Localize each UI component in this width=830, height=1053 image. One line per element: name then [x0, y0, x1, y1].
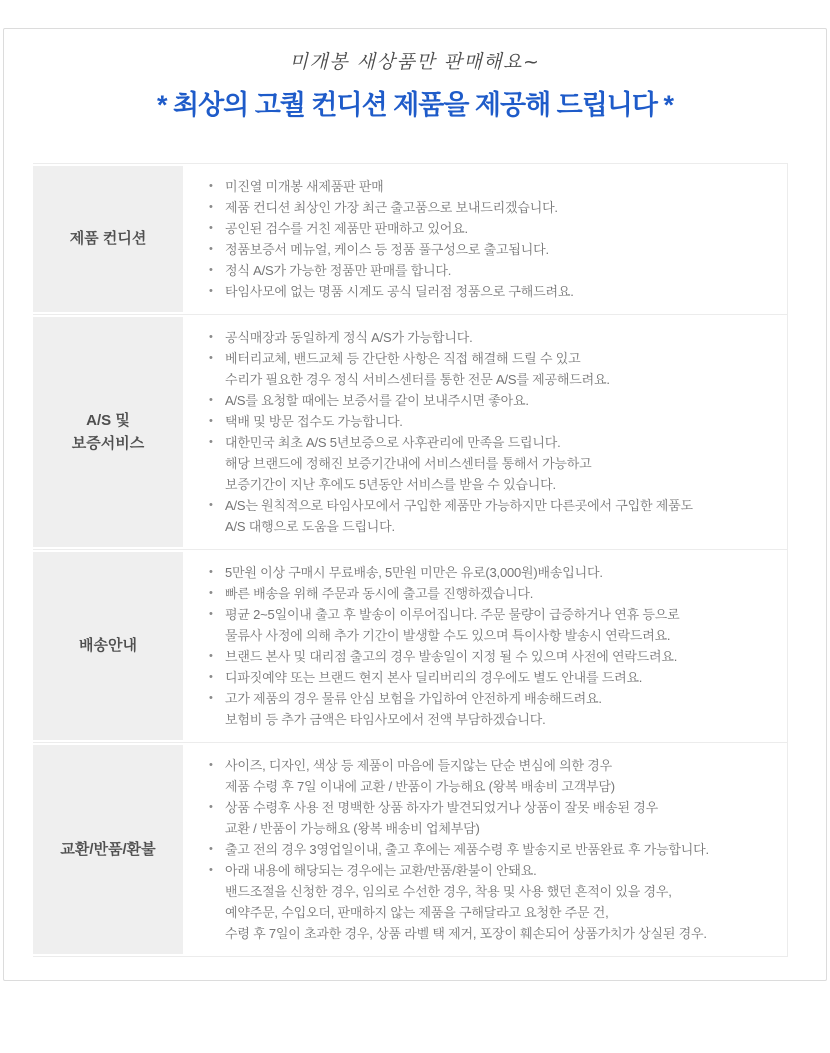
bullet-icon: •	[209, 843, 213, 855]
bullet-item	[209, 839, 769, 860]
row-label-line: 보증서비스	[71, 435, 145, 452]
bullet-icon: •	[209, 692, 213, 704]
bullet-item	[209, 348, 769, 390]
bullet-text: 상품 수령후 사용 전 명백한 상품 하자가 발견되었거나 상품이 잘못 배송된 경우 교환 / 반품이 가능해요 (왕복 배송비 업체부담)	[225, 800, 658, 836]
bullet-text: A/S를 요청할 때에는 보증서를 같이 보내주시면 좋아요.	[225, 393, 529, 408]
bullet-item	[209, 327, 769, 348]
bullet-text: 제품 컨디션 최상인 가장 최근 출고품으로 보내드리겠습니다.	[225, 200, 558, 215]
bullet-item	[209, 218, 769, 239]
bullet-item	[209, 688, 769, 730]
bullet-item	[209, 755, 769, 797]
bullet-item	[209, 411, 769, 432]
bullet-text: 공인된 검수를 거친 제품만 판매하고 있어요.	[225, 221, 468, 236]
bullet-list	[209, 755, 769, 944]
page-title: * 최상의 고퀄 컨디션 제품을 제공해 드립니다 *	[156, 90, 673, 120]
bullet-item	[209, 860, 769, 944]
bullet-item	[209, 797, 769, 839]
bullet-list	[209, 562, 769, 730]
bullet-icon: •	[209, 394, 213, 406]
bullet-text: 정품보증서 메뉴얼, 케이스 등 정품 풀구성으로 출고됩니다.	[225, 242, 549, 257]
bullet-icon: •	[209, 285, 213, 297]
bullet-item	[209, 197, 769, 218]
bullet-icon: •	[209, 243, 213, 255]
bullet-item	[209, 604, 769, 646]
row-label-line: 교환/반품/환불	[60, 840, 156, 858]
bullet-text: 공식매장과 동일하게 정식 A/S가 가능합니다.	[225, 330, 473, 345]
row-label-line: 제품 컨디션	[69, 230, 147, 248]
row-label-line: 배송안내	[79, 637, 137, 655]
bullet-item	[209, 495, 769, 537]
row-label	[33, 552, 183, 740]
header	[4, 29, 826, 122]
info-table	[33, 163, 788, 957]
bullet-text: 타임사모에 없는 명품 시계도 공식 딜러점 정품으로 구해드려요.	[225, 284, 574, 299]
bullet-icon: •	[209, 801, 213, 813]
bullet-item	[209, 646, 769, 667]
bullet-icon: •	[209, 180, 213, 192]
bullet-text: 베터리교체, 밴드교체 등 간단한 사항은 직접 해결해 드릴 수 있고 수리가 필요한 경우 정식 서비스센터를 통한 전문 A/S를 제공해드려요.	[225, 351, 610, 387]
row-label	[33, 317, 183, 547]
table-row	[33, 743, 788, 957]
bullet-item	[209, 562, 769, 583]
bullet-icon: •	[209, 415, 213, 427]
bullet-text: 출고 전의 경우 3영업일이내, 출고 후에는 제품수령 후 발송지로 반품완료 후 가능합니다.	[225, 842, 709, 857]
bullet-icon: •	[209, 566, 213, 578]
bullet-text: 대한민국 최초 A/S 5년보증으로 사후관리에 만족을 드립니다. 해당 브랜드에 정해진 보증기간내에 서비스센터를 통해서 가능하고 보증기간이 지난 후에도 5년동안 서비스를 받을 수 있습니다.	[225, 435, 592, 492]
row-label-line: A/S 및	[86, 411, 130, 429]
row-content	[183, 550, 787, 742]
bullet-item	[209, 583, 769, 604]
bullet-text: 아래 내용에 해당되는 경우에는 교환/반품/환불이 안돼요. 밴드조절을 신청한 경우, 임의로 수선한 경우, 착용 및 사용 했던 흔적이 있을 경우, 예약주문, 수입오더, 판매하지 않는 제품을 구해달라고 요청한 주문 건, 수령 후 7일이 초과한 경우, 상품 라벨 택 제거, 포장이 훼손되어 상품가치가 상실된 경우.	[225, 863, 707, 941]
bullet-icon: •	[209, 436, 213, 448]
bullet-item	[209, 260, 769, 281]
bullet-text: 정식 A/S가 가능한 정품만 판매를 합니다.	[225, 263, 452, 278]
row-content	[183, 315, 787, 549]
bullet-icon: •	[209, 608, 213, 620]
bullet-item	[209, 390, 769, 411]
bullet-icon: •	[209, 587, 213, 599]
bullet-item	[209, 667, 769, 688]
page-frame	[3, 28, 827, 981]
bullet-icon: •	[209, 201, 213, 213]
row-label	[33, 745, 183, 954]
bullet-text: 5만원 이상 구매시 무료배송, 5만원 미만은 유로(3,000원)배송입니다.	[225, 565, 603, 580]
bullet-text: 고가 제품의 경우 물류 안심 보험을 가입하여 안전하게 배송해드려요. 보험비 등 추가 금액은 타임사모에서 전액 부담하겠습니다.	[225, 691, 602, 727]
bullet-text: 디파짓예약 또는 브랜드 현지 본사 딜리버리의 경우에도 별도 안내를 드려요.	[225, 670, 643, 685]
bullet-icon: •	[209, 222, 213, 234]
bullet-item	[209, 281, 769, 302]
bullet-icon: •	[209, 650, 213, 662]
bullet-text: 빠른 배송을 위해 주문과 동시에 출고를 진행하겠습니다.	[225, 586, 534, 601]
table-row	[33, 550, 788, 743]
bullet-text: 사이즈, 디자인, 색상 등 제품이 마음에 들지않는 단순 변심에 의한 경우 제품 수령 후 7일 이내에 교환 / 반품이 가능해요 (왕복 배송비 고객부담)	[225, 758, 615, 794]
bullet-list	[209, 176, 769, 302]
bullet-text: 미진열 미개봉 새제품판 판매	[225, 179, 384, 194]
row-content	[183, 164, 787, 314]
bullet-icon: •	[209, 352, 213, 364]
row-label	[33, 166, 183, 312]
bullet-icon: •	[209, 331, 213, 343]
bullet-text: A/S는 원칙적으로 타임사모에서 구입한 제품만 가능하지만 다른곳에서 구입한 제품도 A/S 대행으로 도움을 드립니다.	[225, 498, 693, 534]
bullet-icon: •	[209, 759, 213, 771]
table-row	[33, 315, 788, 550]
bullet-text: 브랜드 본사 및 대리점 출고의 경우 발송일이 지정 될 수 있으며 사전에 연락드려요.	[225, 649, 678, 664]
handwritten-note: 미개봉 새상품만 판매해요~	[289, 51, 541, 73]
table-row	[33, 163, 788, 315]
bullet-text: 택배 및 방문 접수도 가능합니다.	[225, 414, 403, 429]
bullet-icon: •	[209, 864, 213, 876]
bullet-item	[209, 432, 769, 495]
bullet-icon: •	[209, 499, 213, 511]
bullet-item	[209, 176, 769, 197]
bullet-icon: •	[209, 671, 213, 683]
row-content	[183, 743, 787, 956]
bullet-text: 평균 2~5일이내 출고 후 발송이 이루어집니다. 주문 물량이 급증하거나 연휴 등으로 물류사 사정에 의해 추가 기간이 발생할 수도 있으며 특이사항 발송시 연락드려요.	[225, 607, 680, 643]
bullet-icon: •	[209, 264, 213, 276]
bullet-list	[209, 327, 769, 537]
bullet-item	[209, 239, 769, 260]
